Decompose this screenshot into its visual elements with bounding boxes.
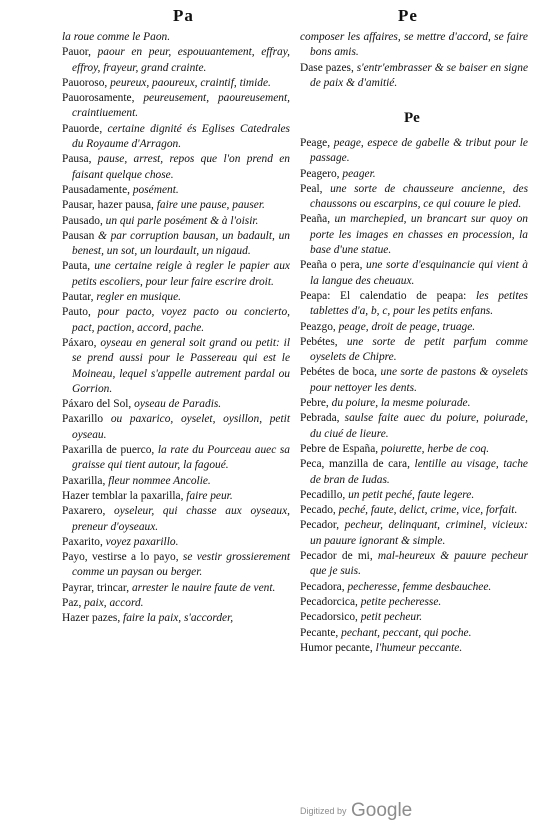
entry-definition: petite pecheresse. [360, 595, 442, 608]
watermark-prefix: Digitized by [300, 806, 347, 816]
dictionary-entry [300, 167, 528, 182]
entry-definition: faire la paix, s'accorder, [123, 612, 234, 625]
entry-headword: Pecadorcica, [300, 595, 361, 608]
entry-definition: pechant, peccant, qui poche. [341, 626, 472, 639]
entry-headword: Paxarito, [62, 535, 106, 548]
entry-definition: se vestir grossierement comme un paysan ou berger. [72, 551, 290, 579]
dictionary-entry [62, 229, 290, 260]
dictionary-entry [62, 76, 290, 91]
entry-definition: petit pecheur. [360, 611, 423, 624]
dictionary-entry [300, 61, 528, 92]
entry-definition: paour en peur, espouuantement, effray, effroy, frayeur, grand crainte. [72, 46, 290, 74]
dictionary-entry [62, 397, 290, 412]
dictionary-entry [300, 182, 528, 213]
dictionary-entry [300, 518, 528, 549]
entry-definition: pecheur, delinquant, criminel, vicieux: un pauure ignorant & simple. [310, 519, 528, 547]
dictionary-entry [62, 305, 290, 336]
entry-headword: Pebre de España, [300, 442, 381, 455]
dictionary-entry [62, 443, 290, 474]
entry-headword: Peapa: El calendatio de peapa: [300, 289, 476, 302]
dictionary-entry [300, 442, 528, 457]
dictionary-entry [62, 596, 290, 611]
entry-definition: peage, espece de gabelle & tribut pour le passage. [310, 137, 528, 165]
entry-definition: voyez paxarillo. [105, 535, 179, 548]
entry-headword: Pebrada, [300, 412, 345, 425]
dictionary-entry [300, 30, 528, 61]
entry-definition: s'entr'embrasser & se baiser en signe de paix & d'amitié. [310, 61, 528, 89]
entry-definition: une sorte de petit parfum comme oyselets de Chipre. [310, 335, 528, 364]
entry-definition: oyseleur, qui chasse aux oyseaux, preneur d'oyseaux. [72, 505, 290, 533]
entry-headword: Pausadamente, [62, 183, 133, 196]
dictionary-entry [300, 258, 528, 289]
dictionary-entry [62, 550, 290, 581]
entry-definition: un petit peché, faute legere. [348, 488, 475, 501]
dictionary-entry [62, 504, 290, 535]
dictionary-entry [62, 581, 290, 596]
dictionary-entry [300, 365, 528, 396]
entry-definition: peché, faute, delict, crime, vice, forfait. [338, 504, 518, 517]
entry-headword: Peazgo, [300, 320, 339, 333]
entry-headword: Pecadorsico, [300, 611, 361, 624]
entry-definition: la rate du Pourceau auec sa graisse qui tient autour, la fagoué. [72, 444, 290, 472]
dictionary-entry [300, 396, 528, 411]
entry-headword: Pecadillo, [300, 488, 349, 501]
entry-definition: l'humeur peccante. [375, 641, 463, 654]
entry-definition: pour pacto, voyez pacto ou concierto, pact, paction, accord, pache. [72, 306, 290, 334]
entry-headword: Paxarilla, [62, 474, 109, 487]
entry-definition: la roue comme le Paon. [62, 31, 171, 43]
dictionary-entry [62, 183, 290, 198]
dictionary-entry [300, 488, 528, 503]
dictionary-entry [62, 474, 290, 489]
dictionary-entry [62, 30, 290, 45]
dictionary-entry [62, 336, 290, 397]
digitized-watermark [300, 800, 412, 822]
dictionary-entry [300, 411, 528, 442]
entry-definition: pecheresse, femme desbauchee. [347, 580, 492, 593]
entry-definition: les petites tablettes d'a, b, c, pour les petits enfans. [310, 289, 528, 318]
entry-headword: Pausar, hazer pausa, [62, 199, 157, 212]
dictionary-entry [300, 580, 528, 595]
entry-definition: ou paxarico, oyselet, oysillon, petit oyseau. [72, 413, 290, 441]
entry-definition: peureux, paoureux, craintif, timide. [110, 76, 271, 89]
entry-definition: faire peur. [186, 489, 233, 502]
entry-headword: Peca, manzilla de cara, [300, 458, 415, 471]
running-header-right: Pe [398, 6, 418, 25]
entry-headword: Pecador, [300, 519, 345, 532]
dictionary-entry [300, 212, 528, 258]
entry-headword: Paxarilla de puerco, [62, 444, 158, 457]
entry-headword: Pebre, [300, 397, 332, 410]
entry-definition: saulse faite auec du poiure, poiurade, du ciué de lieure. [310, 412, 528, 440]
entry-definition: faire une pause, pauser. [156, 199, 265, 212]
entry-headword: Peaña, [300, 213, 335, 226]
right-entries-list [300, 136, 528, 656]
entry-headword: Peage, [300, 137, 334, 149]
entry-definition: du poiure, la mesme poiurade. [331, 397, 471, 410]
entry-headword: Peal, [300, 182, 331, 195]
entry-definition: un marchepied, un brancart sur quoy on porte les images en chasses en procession, la base d'une statue. [310, 213, 528, 257]
dictionary-entry [62, 214, 290, 229]
entry-definition: paix, accord. [84, 596, 144, 609]
entry-headword: Pautar, [62, 291, 97, 304]
entry-definition: une certaine reigle à regler le papier aux petits escoliers, pour leur faire escrire droit. [72, 260, 290, 288]
entry-definition: lentille au visage, tache de bran de Iudas. [310, 458, 528, 486]
entry-definition: certaine dignité és Eglises Catedrales du Royaume d'Arragon. [72, 122, 290, 151]
dictionary-entry [62, 259, 290, 290]
entry-definition: pause, arrest, repos que l'on prend en faisant quelque chose. [72, 153, 290, 181]
dictionary-entry [300, 335, 528, 366]
entry-headword: Pauorosamente, [62, 92, 144, 105]
dictionary-entry [300, 595, 528, 610]
dictionary-entry [300, 457, 528, 488]
dictionary-entry [300, 503, 528, 518]
entry-headword: Pauoroso, [62, 76, 111, 89]
entry-headword: Hazer temblar la paxarilla, [62, 489, 187, 502]
dictionary-entry [62, 611, 290, 626]
entry-definition: poiurette, herbe de coq. [380, 442, 490, 455]
entry-definition: regler en musique. [96, 291, 182, 304]
dictionary-entry [62, 290, 290, 305]
google-logo: Google [350, 800, 413, 821]
dictionary-entry [62, 91, 290, 122]
dictionary-entry [300, 320, 528, 335]
entry-headword: Peagero, [300, 167, 343, 180]
entry-headword: Pausan [62, 229, 98, 242]
entry-headword: Pausado, [62, 214, 106, 227]
dictionary-entry [62, 198, 290, 213]
entry-definition: & par corruption bausan, un badault, un benest, un sot, un lourdault, un nigaud. [72, 229, 290, 258]
entry-headword: Paz, [62, 596, 85, 609]
entry-headword: Humor pecante, [300, 641, 376, 654]
entry-headword: Paxarillo [62, 413, 111, 426]
entry-headword: Pauto, [62, 306, 98, 319]
entry-headword: Pausa, [62, 153, 98, 166]
entry-headword: Dase pazes, [300, 61, 357, 74]
entry-definition: peage, droit de peage, truage. [338, 320, 476, 333]
dictionary-entry [300, 289, 528, 320]
dictionary-entry [300, 136, 528, 167]
dictionary-entry [62, 489, 290, 504]
entry-definition: composer les affaires, se mettre d'accord, se faire bons amis. [300, 31, 528, 59]
entry-headword: Pecado, [300, 504, 339, 517]
entry-headword: Pecante, [300, 626, 342, 639]
dictionary-entry [300, 626, 528, 641]
dictionary-entry [62, 122, 290, 153]
entry-headword: Pauor, [62, 46, 98, 59]
entry-definition: posément. [132, 183, 179, 196]
entry-headword: Payrar, trincar, [62, 581, 132, 594]
dictionary-entry [300, 610, 528, 625]
entry-headword: Páxaro, [62, 336, 101, 349]
entry-headword: Pecador de mi, [300, 550, 378, 563]
dictionary-entry [300, 549, 528, 580]
entry-definition: oyseau de Paradis. [134, 398, 222, 411]
dictionary-entry [62, 152, 290, 183]
entry-headword: Peaña o pera, [300, 259, 367, 272]
entry-definition: mal-heureux & pauure pecheur que je suis. [310, 550, 528, 578]
entry-definition: arrester le nauire faute de vent. [131, 581, 276, 594]
entry-headword: Paxarero, [62, 505, 115, 518]
section-title: Pe [404, 110, 420, 126]
entry-definition: une sorte de pastons & oyselets pour nettoyer les dents. [310, 366, 528, 394]
entry-headword: Pauta, [62, 260, 95, 273]
dictionary-entry [300, 641, 528, 656]
entry-definition: peureusement, paoureusement, craintiuement. [72, 92, 290, 120]
entry-definition: une sorte de chausseure ancienne, des chaussons ou escarpins, ce qui couure le pied. [310, 182, 528, 211]
running-header-left: Pa [173, 6, 194, 25]
entry-headword: Hazer pazes, [62, 612, 124, 625]
entry-headword: Pebétes, [300, 335, 347, 348]
right-continuation-list [300, 30, 528, 91]
entry-headword: Pebétes de boca, [300, 366, 381, 379]
entry-headword: Pecadora, [300, 580, 348, 593]
entry-definition: une sorte d'esquinancie qui vient à la langue des cheuaux. [310, 259, 528, 287]
entry-headword: Páxaro del Sol, [62, 398, 135, 411]
dictionary-entry [62, 412, 290, 443]
entry-definition: oyseau en general soit grand ou petit: il se prend aussi pour le Passereau qui est le Moineau, lequel s'appelle autrement pardal ou Gorrion. [72, 336, 290, 395]
entry-definition: peager. [342, 167, 376, 180]
entry-definition: un qui parle posément & à l'oisir. [105, 214, 259, 227]
dictionary-entry [62, 535, 290, 550]
entry-definition: fleur nommee Ancolie. [108, 474, 211, 487]
entry-headword: Pauorde, [62, 122, 108, 135]
left-entries-list [62, 30, 290, 627]
dictionary-entry [62, 45, 290, 76]
entry-headword: Payo, vestirse a lo payo, [62, 551, 183, 564]
